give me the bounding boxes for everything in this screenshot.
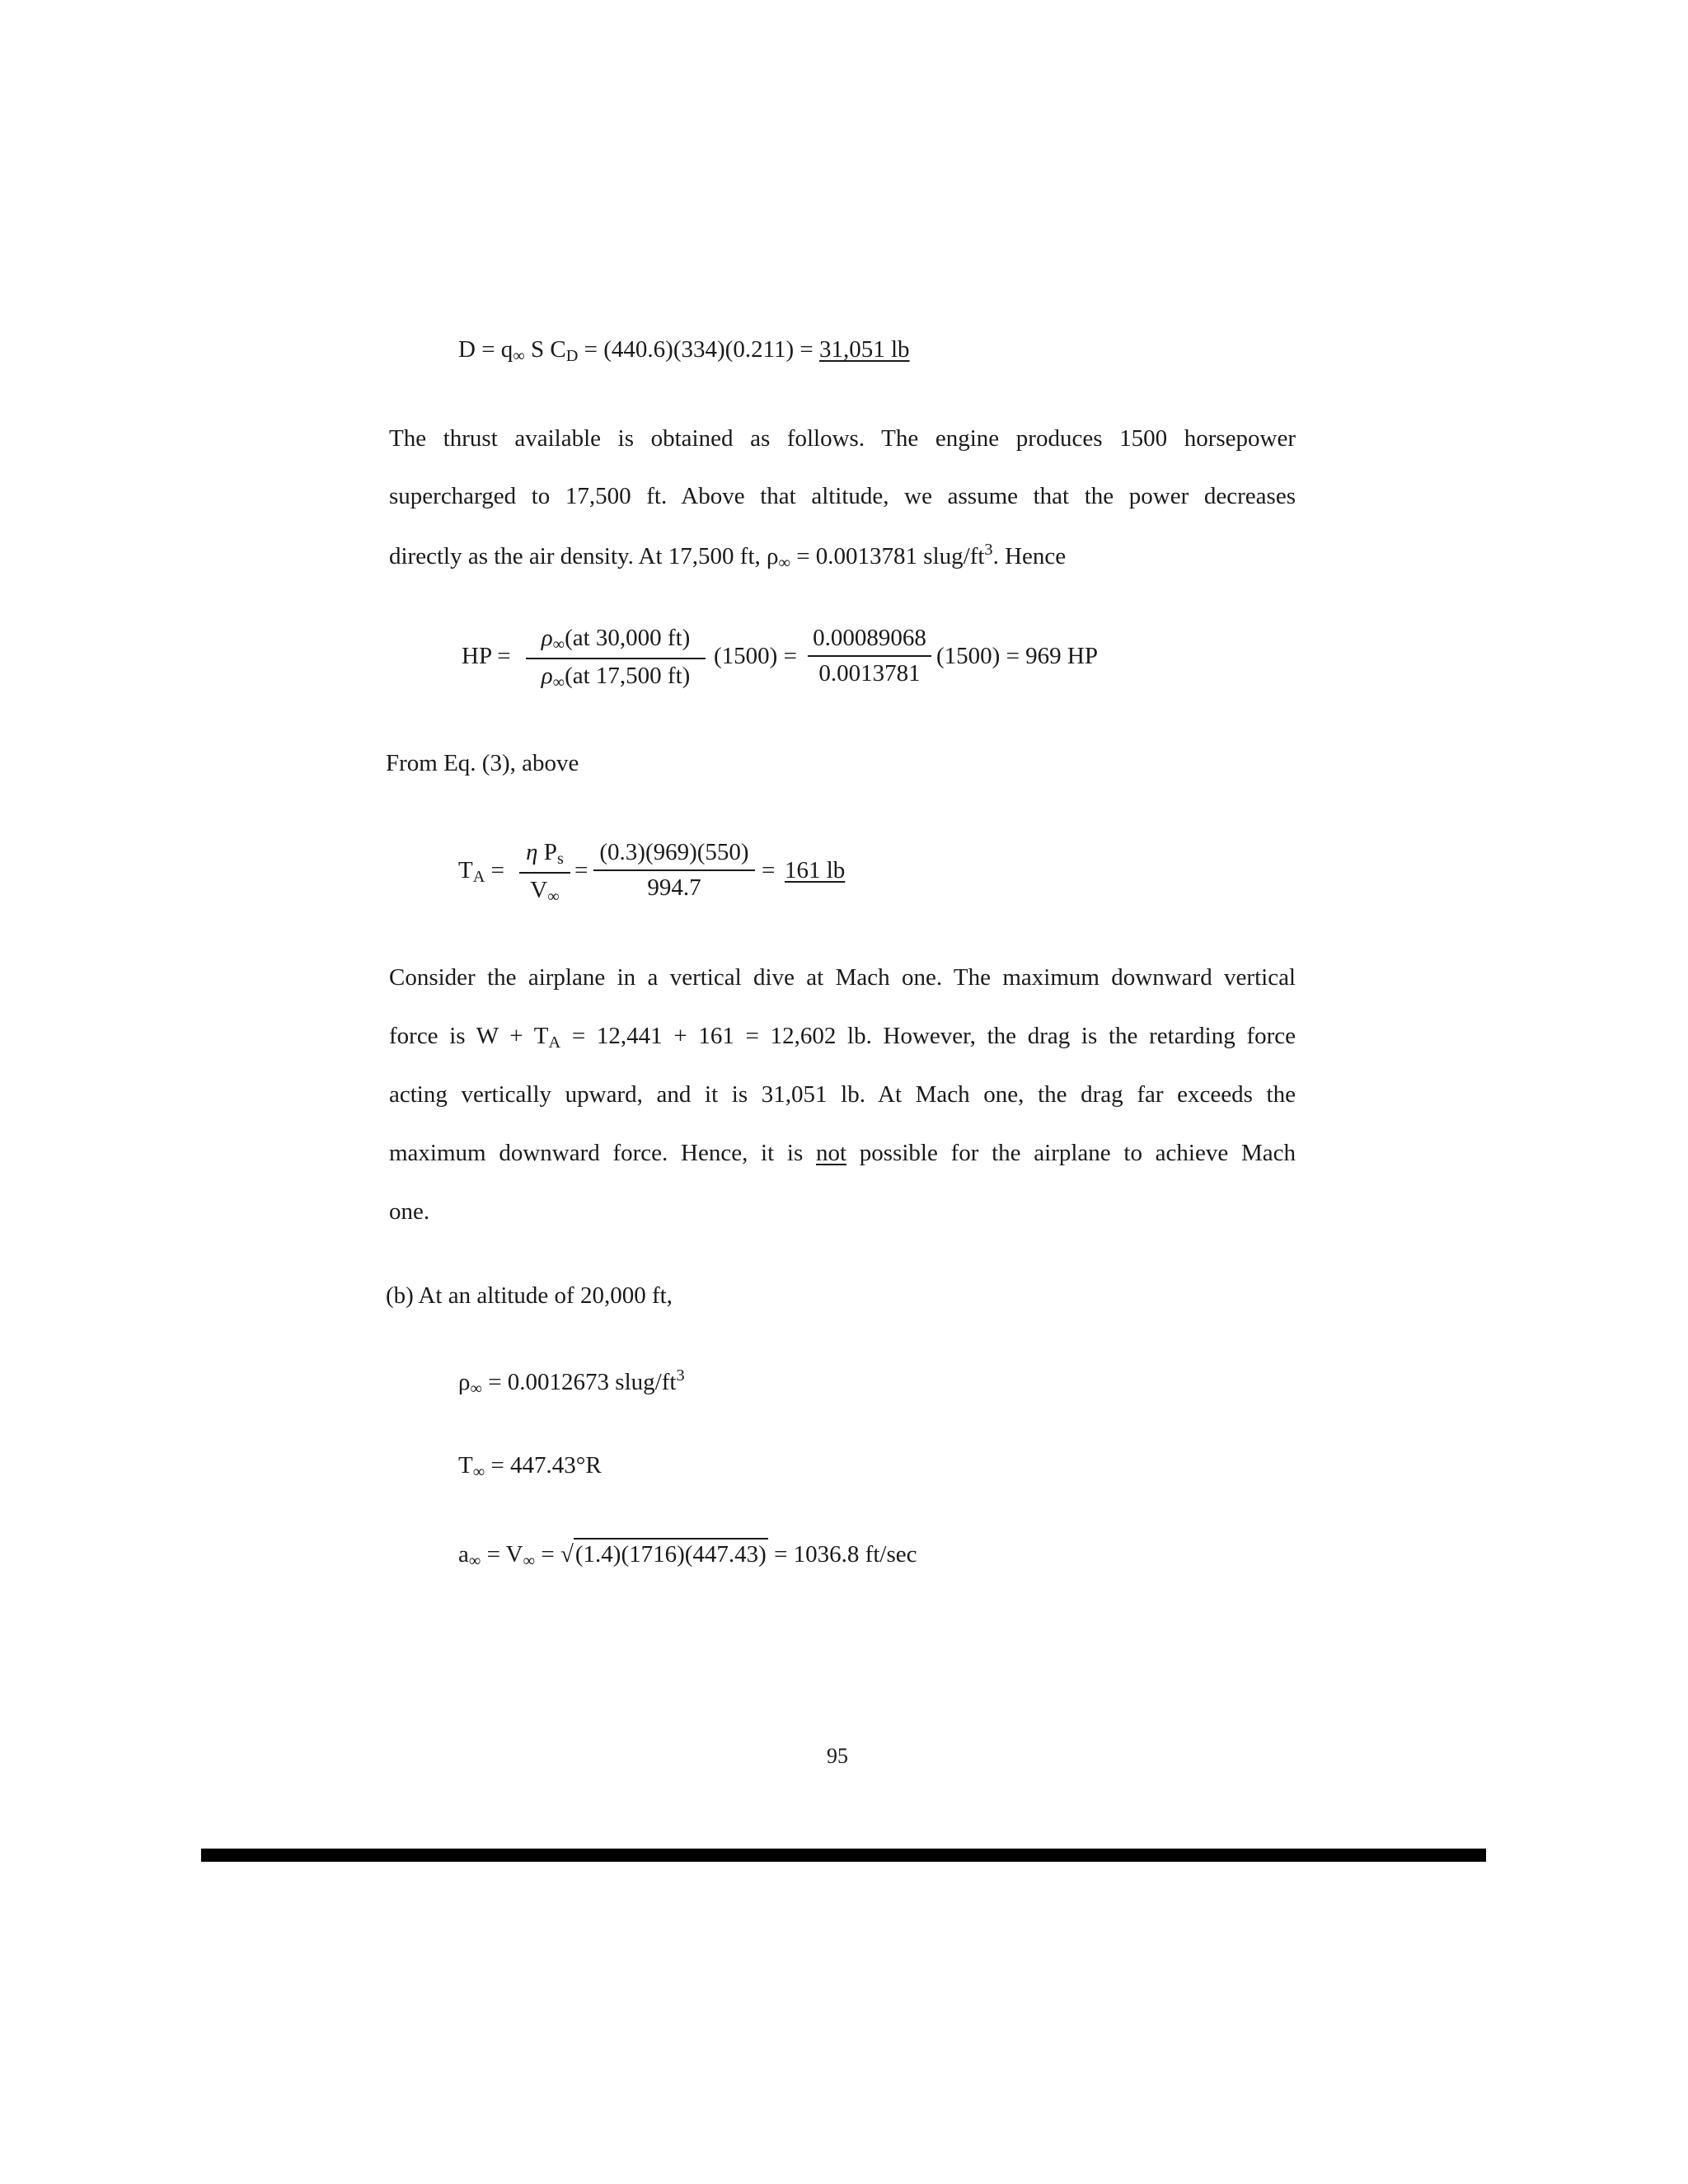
para2-line2: [389, 1023, 1296, 1052]
cd-subscript: D: [565, 347, 579, 366]
part-b-heading: (b) At an altitude of 20,000 ft,: [386, 1282, 673, 1309]
para2-line2-post: = 12,441 + 161 = 12,602 lb. However, the drag is the retarding force: [560, 1023, 1296, 1049]
rho-equation: [458, 1366, 685, 1399]
para2-line4: [389, 1140, 1296, 1167]
rho-eq-value: = 0.0012673 slug/ft: [481, 1369, 677, 1396]
sound-a-sub: ∞: [468, 1552, 481, 1571]
ta-eq2: =: [574, 857, 588, 883]
ps-subscript: s: [556, 850, 564, 869]
not-underlined: not: [815, 1140, 847, 1166]
hp-fraction-1: [526, 625, 706, 692]
sound-eq1: = V: [481, 1541, 523, 1568]
para2-line3: acting vertically upward, and it is 31,051 lb. At Mach one, the drag far exceeds the: [389, 1081, 1296, 1108]
hp-fraction-2: [808, 625, 931, 687]
ta-frac2-numerator: (0.3)(969)(550): [593, 839, 755, 871]
hp-den1-text: (at 17,500 ft): [565, 663, 691, 690]
sound-a: a: [458, 1541, 469, 1568]
bottom-rule: [201, 1849, 1486, 1862]
temp-eq-symbol: T: [458, 1452, 473, 1479]
ta-lhs-eq: =: [485, 857, 504, 883]
para1-line3-post: . Hence: [992, 543, 1067, 570]
v-symbol: V: [530, 877, 548, 904]
rho-symbol: ρ: [541, 663, 553, 690]
ta-result: 161 lb: [785, 857, 846, 883]
para2-line5: one.: [389, 1198, 430, 1225]
page-number: 95: [827, 1744, 848, 1768]
hp-frac1-denominator: [526, 659, 706, 692]
rho-eq-symbol: ρ: [458, 1369, 471, 1396]
v-subscript: ∞: [547, 888, 560, 907]
para2-line1: Consider the airplane in a vertical dive at Mach one. The maximum downward vertical: [389, 964, 1296, 991]
ta-frac1-denominator: [519, 874, 570, 907]
ta-frac1-numerator: [519, 839, 570, 874]
q-subscript: ∞: [513, 347, 525, 366]
rho-eq-sub: ∞: [470, 1380, 482, 1399]
ta-frac2-denominator: 994.7: [647, 874, 701, 901]
sound-v-sub: ∞: [523, 1552, 536, 1571]
para1-line2: supercharged to 17,500 ft. Above that altitude, we assume that the power decreases: [389, 483, 1296, 509]
speed-of-sound-equation: [458, 1538, 917, 1571]
ta-lhs-t: T: [458, 857, 473, 883]
hp-lhs: HP =: [462, 643, 511, 669]
drag-result: 31,051 lb: [819, 336, 910, 363]
hp-frac2-denominator: 0.0013781: [818, 660, 921, 687]
rho-eq-sup: 3: [676, 1366, 685, 1385]
hp-num1-text: (at 30,000 ft): [565, 625, 691, 651]
hp-result: (1500) = 969 HP: [936, 643, 1098, 669]
inf-subscript: ∞: [552, 673, 565, 692]
sound-result: = 1036.8 ft/sec: [767, 1541, 917, 1568]
hp-mult1: (1500) =: [714, 643, 797, 669]
hp-frac2-numerator: 0.00089068: [808, 625, 931, 657]
ta-lhs: [458, 857, 504, 887]
temp-eq-sub: ∞: [472, 1463, 485, 1482]
para1-line3-sub: ∞: [778, 554, 790, 573]
temp-eq-value: = 447.43°R: [485, 1452, 602, 1479]
inf-subscript: ∞: [552, 635, 565, 654]
para1-line3: [389, 541, 1296, 573]
eta-symbol: η: [526, 839, 538, 865]
p-symbol: P: [537, 839, 557, 865]
para2-line2-sub: A: [548, 1033, 561, 1052]
ta-fraction-2: [593, 839, 755, 902]
ta-eq3: =: [762, 857, 776, 883]
sqrt-radicand: (1.4)(1716)(447.43): [574, 1538, 768, 1568]
para1-line3-mid: = 0.0013781 slug/ft: [790, 543, 985, 570]
para1-line3-sup: 3: [984, 541, 993, 559]
temperature-equation: [458, 1452, 602, 1482]
para2-line2-pre: force is W + T: [389, 1023, 549, 1049]
para1-line1: The thrust available is obtained as follows. The engine produces 1500 horsepower: [389, 425, 1296, 452]
ta-fraction-1: [519, 839, 570, 907]
drag-eq-mid: S C: [524, 336, 566, 363]
drag-equation: [458, 336, 910, 366]
sqrt-icon: √: [560, 1541, 574, 1568]
rho-symbol: ρ: [541, 625, 553, 651]
drag-eq-lhs: D = q: [458, 336, 513, 363]
para2-line4-post: possible for the airplane to achieve Mach: [846, 1140, 1296, 1166]
para2-line4-pre: maximum downward force. Hence, it is: [389, 1140, 816, 1166]
para1-line3-pre: directly as the air density. At 17,500 ft, ρ: [389, 543, 779, 570]
sound-eq2: =: [535, 1541, 560, 1568]
ta-lhs-sub: A: [472, 868, 485, 887]
drag-eq-rhs: = (440.6)(334)(0.211) =: [578, 336, 819, 363]
hp-frac1-numerator: [526, 625, 706, 659]
from-eq-text: From Eq. (3), above: [386, 750, 579, 776]
